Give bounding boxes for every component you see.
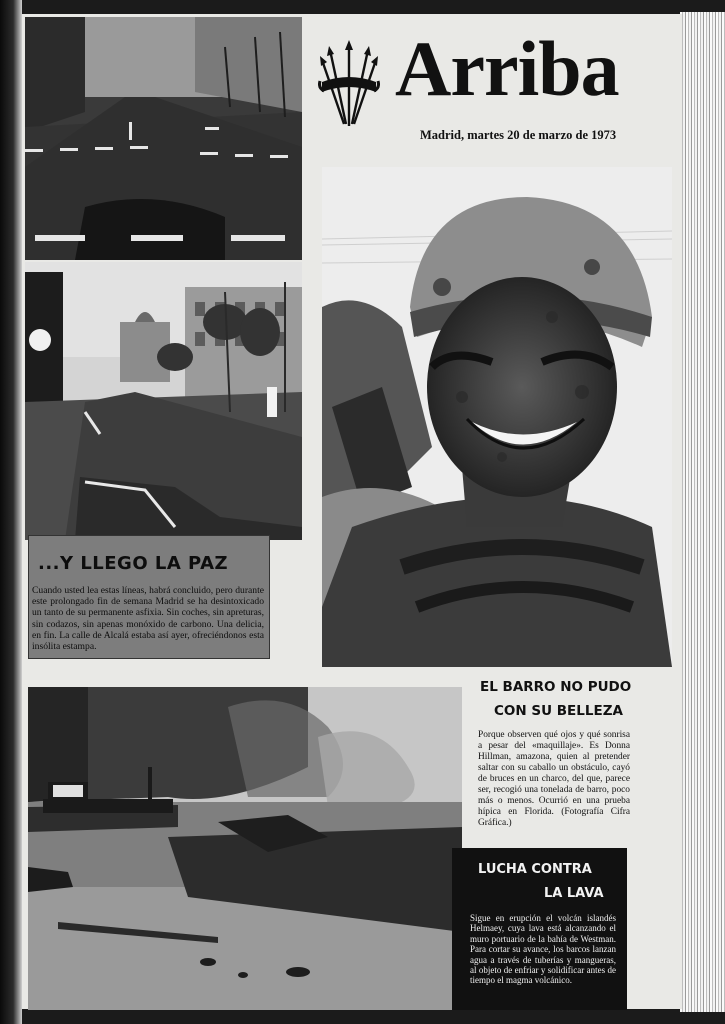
page-stack-edge [680,12,725,1012]
headline-paz: ...Y LLEGO LA PAZ [38,553,229,574]
book-binding-left [0,0,22,1024]
yoke-and-arrows-icon [318,38,380,133]
headline-barro-line2: CON SU BELLEZA [494,703,623,719]
masthead-date: Madrid, martes 20 de marzo de 1973 [420,128,617,142]
body-lava: Sigue en erupción el volcán islandés Helmaey, cuya lava está alcanzando el muro portuario de la bahía de Westman. Para cortar su avance, los barcos lanzan agua a través de tuberías y mangueras, al objeto de enfriar y solidificar antes de tiempo el magma volcánico. [470,913,616,986]
photo-empty-avenue [25,17,302,260]
headline-barro-line1: EL BARRO NO PUDO [480,679,632,695]
body-paz: Cuando usted lea estas líneas, habrá concluido, pero durante este prolongado fin de semana Madrid se ha desintoxicado un tanto de su permanente asfixia. Sin coches, sin apreturas, sin codazos, sin apenas monóxido de carbono. Una delicia, en fin. La calle de Alcalá estaba así ayer, ofreciéndonos esta insólita estampa. [32,585,264,653]
headline-lava-line1: LUCHA CONTRA [478,862,592,877]
masthead-title: Arriba [395,25,619,112]
photo-donna-hillman [322,167,672,667]
headline-lava-line2: LA LAVA [544,886,604,901]
body-barro: Porque observen qué ojos y qué sonrisa a pesar del «maquillaje». Es Donna Hillman, amazona, quien al pretender saltar con su caballo un obstáculo, cayó de bruces en un charco, del que, parece ser, recogió una tonelada de barro, poco más o menos. Ocurrió en una prueba hípica en Florida. (Fotografía Cifra Gráfica.) [478,730,630,828]
photo-calle-alcala [25,262,302,540]
photo-lava-harbour [28,687,462,1010]
